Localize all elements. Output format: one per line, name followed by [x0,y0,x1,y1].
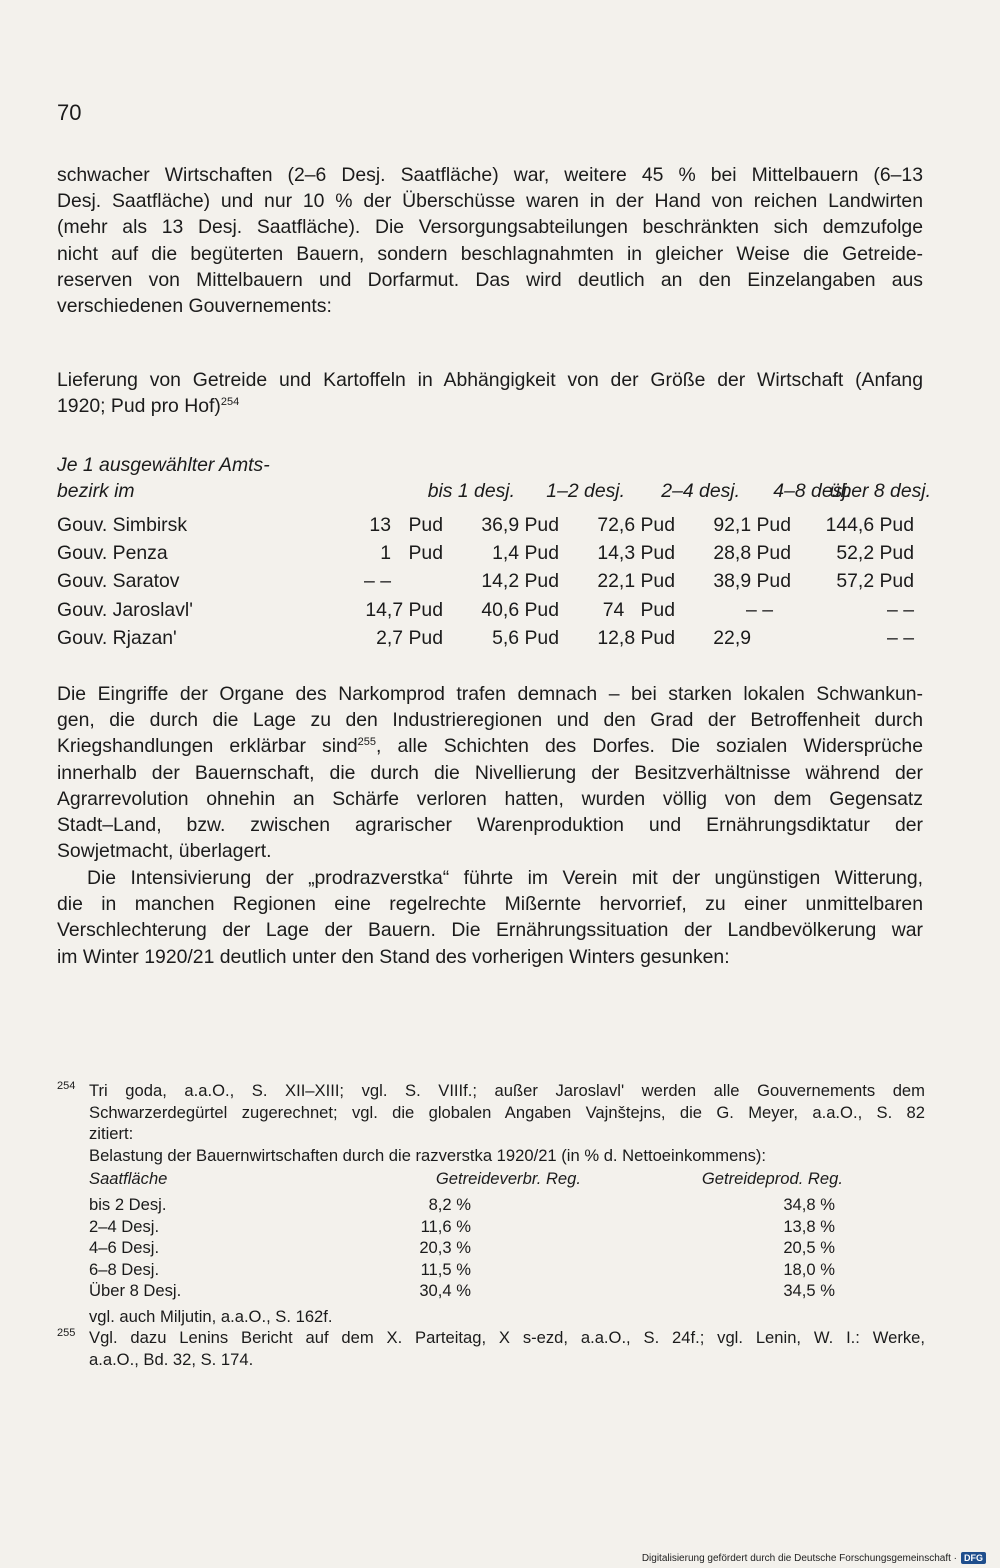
text-line: Die Intensivierung der „prodrazverstka“ führte im Verein mit der ungünstigen Witterung, [87,867,923,889]
footnote-254-continued [57,1306,925,1328]
value-cell: 72,6 Pud [597,513,675,536]
text-line: Verschlechterung der Lage der Bauern. Die Ernährungssituation der Landbevölkerung war [57,919,923,942]
footnote-line: Schwarzerdegürtel zugerechnet; vgl. die globalen Angaben Vajnštejns, die G. Meyer, a.a.O., S. 82 [89,1102,925,1122]
value-cell: – – [887,627,914,650]
text-line: die in manchen Regionen eine regelrechte Mißernte hervorrief, zu einer unmittelbaren [57,893,923,916]
cell: 18,0 % [783,1259,835,1279]
text-line: verschiedenen Gouvernements: [57,295,332,318]
table-row [57,568,914,596]
col-header-3: 2–4 desj. [661,480,740,502]
text-line: Stadt–Land, bzw. zwischen agrarischer Warenproduktion und Ernährungsdiktatur der [57,814,923,837]
unit-cell [391,568,443,596]
value-cell: 12,8 Pud [597,627,675,650]
cell: 20,5 % [783,1238,835,1257]
value-cell: 92,1 Pud [713,513,791,536]
table-row [89,1194,925,1216]
unit-cell: Pud [408,542,443,565]
region-cell: Gouv. Jaroslavl' [57,598,193,621]
footnote-line: zitiert: [89,1124,134,1143]
value-cell: 14,2 Pud [481,570,559,593]
footnote-255 [57,1327,925,1370]
table-row [89,1216,925,1238]
header-cell: Saatfläche [89,1169,168,1188]
text-line: Desj. Saatfläche) und nur 10 % der Überschüsse waren in der Hand von reichen Landwirten [57,190,923,213]
text-line [57,393,923,419]
cell: 6–8 Desj. [89,1259,160,1279]
col-header-5: über 8 desj. [829,480,931,502]
col-header-2: 1–2 desj. [546,480,625,502]
unit-cell: Pud [408,513,443,536]
paragraph-2 [57,681,923,864]
table-row [89,1237,925,1259]
paragraph-3 [57,865,923,970]
region-cell: Gouv. Saratov [57,570,180,593]
table-row [57,511,914,539]
text-fragment: , alle Schichten des Dorfes. Die sozialen Widersprüche [375,735,923,758]
table-row [57,596,914,624]
footnote-line: vgl. auch Miljutin, a.a.O., S. 162f. [89,1306,333,1326]
text-line: schwacher Wirtschaften (2–6 Desj. Saatfläche) war, weitere 45 % bei Mittelbauern (6–13 [57,164,923,186]
value-cell: – – [746,598,773,621]
burden-table-header [89,1168,925,1194]
value-cell: 40,6 Pud [481,598,559,621]
text-line: Lieferung von Getreide und Kartoffeln in Abhängigkeit von der Größe der Wirtschaft (Anfang [57,369,923,391]
region-cell: Gouv. Penza [57,542,168,565]
cell: 30,4 % [419,1281,471,1300]
burden-table [89,1168,925,1302]
page-number: 70 [57,100,82,125]
region-cell: Gouv. Simbirsk [57,513,188,536]
value-cell: 2,7 Pud [376,627,443,650]
footnote-line: Tri goda, a.a.O., S. XII–XIII; vgl. S. VIIIf.; außer Jaroslavl' werden alle Gouvernements dem [89,1081,925,1100]
text-line: Die Eingriffe der Organe des Narkomprod trafen demnach – bei starken lokalen Schwankun- [57,683,923,705]
footnote-line: Vgl. dazu Lenins Bericht auf dem X. Parteitag, X s-ezd, a.a.O., S. 24f.; vgl. Lenin, W. I.: Werke, [89,1328,925,1347]
footnote-line: Belastung der Bauernwirtschaften durch die razverstka 1920/21 (in % d. Nettoeinkommens): [89,1145,767,1165]
table-caption [57,367,923,419]
cell: 13,8 % [783,1216,835,1236]
text-line [57,733,923,759]
value-cell: 1 [380,542,391,565]
header-cell: Getreideverbr. Reg. [435,1169,581,1188]
caption-text: 1920; Pud pro Hof) [57,395,221,418]
col-header-4: 4–8 desj. [773,480,852,502]
value-cell: 13 [369,513,391,536]
text-line: reserven von Mittelbauern und Dorfarmut. Das wird deutlich an den Einzelangaben aus [57,268,923,291]
table-header [57,452,931,504]
cell: 11,6 % [420,1216,471,1236]
cell: 8,2 % [428,1195,471,1214]
cell: 20,3 % [419,1238,471,1257]
table-row [57,539,914,567]
text-line: im Winter 1920/21 deutlich unter den Stand des vorherigen Winters gesunken: [57,945,730,968]
value-cell: 14,3 Pud [597,542,675,565]
footer-text: Digitalisierung gefördert durch die Deutsche Forschungsgemeinschaft · [641,1552,957,1564]
header-cell: Getreideprod. Reg. [701,1169,843,1188]
footnote-ref-255[interactable]: 255 [357,736,376,749]
cell: 34,5 % [783,1281,835,1300]
row-header-line-1: Je 1 ausgewählter Amts- [57,454,270,476]
footnote-line: a.a.O., Bd. 32, S. 174. [89,1349,254,1369]
value-cell: – – [364,570,391,593]
value-cell: 74 Pud [602,598,675,621]
cell: Über 8 Desj. [89,1281,182,1300]
value-cell: – – [887,598,914,621]
text-fragment: Kriegshandlungen erklärbar sind [57,735,358,758]
text-line: nicht auf die begüterten Bauern, sondern beschlagnahmten in gleicher Weise die Getreide- [57,242,923,265]
value-cell: 22,1 Pud [597,570,675,593]
footnote-mark: 254 [57,1080,76,1092]
cell: 4–6 Desj. [89,1238,160,1257]
value-cell: 14,7 Pud [365,598,443,621]
value-cell: 22,9 [713,627,751,650]
text-line: (mehr als 13 Desj. Saatfläche). Die Versorgungsabteilungen beschränkten sich demzufolge [57,216,923,239]
value-cell: 1,4 Pud [492,542,559,565]
value-cell: 57,2 Pud [836,570,914,593]
paragraph-1 [57,162,923,319]
value-cell: 144,6 Pud [825,513,914,536]
value-cell: 52,2 Pud [836,542,914,565]
region-cell: Gouv. Rjazan' [57,627,177,650]
footnote-mark: 255 [57,1327,76,1339]
cell: 2–4 Desj. [89,1216,160,1236]
value-cell: 28,8 Pud [713,542,791,565]
footnote-ref-254[interactable]: 254 [220,396,240,409]
text-line: gen, die durch die Lage zu den Industrieregionen und den Grad der Betroffenheit durch [57,709,923,732]
value-cell: 5,6 Pud [492,627,559,650]
cell: 34,8 % [783,1195,835,1214]
row-header-line-2: bezirk im [57,480,135,502]
digitization-footer [642,1552,986,1564]
dfg-logo: DFG [961,1552,986,1564]
text-line: innerhalb der Bauernschaft, die durch die Nivellierung der Besitzverhältnisse während der [57,761,923,784]
footnote-254 [57,1080,925,1166]
text-line: Sowjetmacht, überlagert. [57,840,272,863]
delivery-table [57,511,914,653]
value-cell: 36,9 Pud [481,513,559,536]
table-row [89,1280,925,1302]
cell: 11,5 % [420,1259,471,1279]
col-header-1: bis 1 desj. [427,480,515,502]
text-line: Agrarrevolution ohnehin an Schärfe verloren hatten, wurden völlig von dem Gegensatz [57,787,923,810]
cell: bis 2 Desj. [89,1195,167,1214]
table-row [57,625,914,653]
value-cell: 38,9 Pud [713,570,791,593]
table-row [89,1259,925,1281]
footnotes [57,1080,925,1370]
